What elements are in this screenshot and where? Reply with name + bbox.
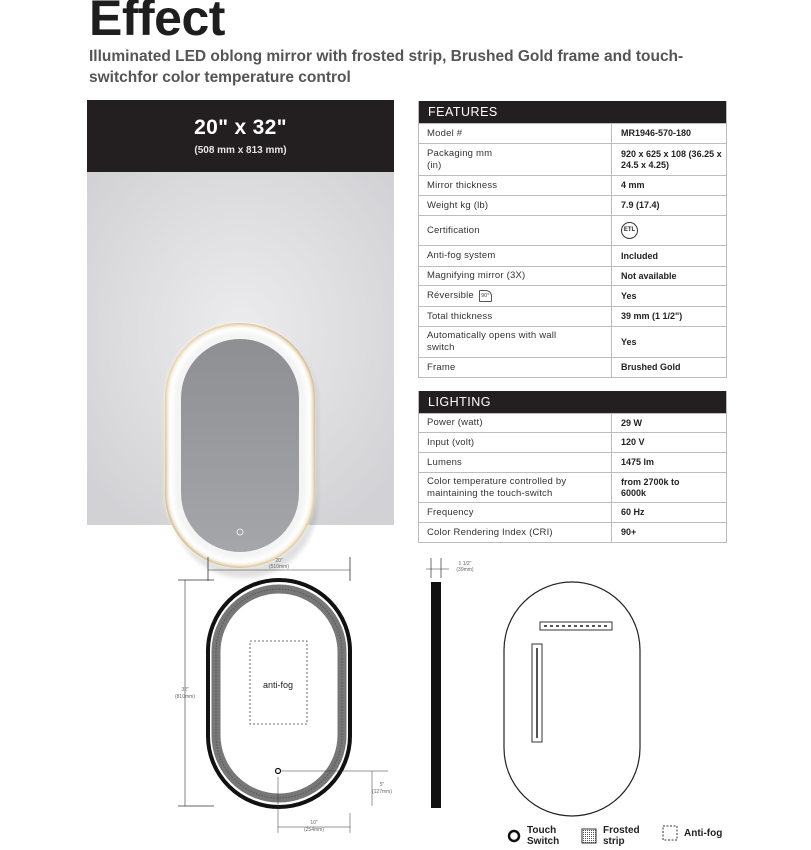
table-row: Color temperature controlled by maintaining the touch-switch from 2700k to 6000k [419,472,726,502]
switch-offset-metric: (127mm) [371,789,393,795]
features-table [418,101,727,378]
thickness-metric: (39mm) [456,567,474,573]
reversible-icon: 90° [479,290,492,302]
anti-fog-icon [662,825,678,841]
product-image [87,172,394,525]
thickness-label: 1 1/2" [458,561,472,567]
frosted-strip-icon [581,828,597,844]
table-row: Automatically opens with wall switch Yes [419,326,726,357]
width-metric-label: (510mm) [268,564,290,570]
table-row: Weight kg (lb) 7.9 (17.4) [419,195,726,215]
product-size-metric: (508 mm x 813 mm) [194,145,287,156]
table-row: Mirror thickness 4 mm [419,175,726,195]
etl-listed-icon: ETL [621,222,638,239]
table-row: Lumens 1475 lm [419,452,726,472]
switch-horizontal-metric: (254mm) [303,827,325,833]
product-panel [87,100,394,525]
anti-fog-label: anti-fog [262,680,294,690]
lighting-heading: LIGHTING [419,391,726,413]
switch-horizontal-label: 10" [310,820,318,826]
touch-switch-marker [276,769,281,774]
table-row: Input (volt) 120 V [419,432,726,452]
width-label: 20" [275,558,283,564]
table-row: Magnifying mirror (3X) Not available [419,266,726,285]
table-row: Frequency 60 Hz [419,502,726,522]
legend-frosted-strip: Frosted strip [581,825,647,847]
product-size-header [87,100,394,172]
back-view-drawing [500,580,645,820]
table-row: Frame Brushed Gold [419,357,726,377]
front-dimension-drawing [170,555,393,840]
page-title: Effect [89,0,225,46]
table-row: Réversible 90° Yes [419,285,726,306]
height-label: 32" [181,687,189,693]
height-metric-label: (810mm) [174,694,196,700]
table-row: Anti-fog system Included [419,245,726,266]
table-row: Certification ETL [419,215,726,245]
product-size-imperial: 20" x 32" [194,116,287,139]
table-row: Color Rendering Index (CRI) 90+ [419,522,726,542]
table-row: Power (watt) 29 W [419,413,726,432]
legend-touch-switch: Touch Switch [507,825,567,847]
frosted-strip-outline [216,589,342,798]
legend-anti-fog: Anti-fog [662,825,722,841]
switch-offset-label: 5" [379,782,385,788]
features-heading: FEATURES [419,101,726,123]
lighting-table [418,391,727,543]
table-row: Total thickness 39 mm (1 1/2") [419,306,726,326]
touch-switch-icon [507,829,521,843]
side-profile-bar [431,582,441,808]
table-row: Packaging mm (in) 920 x 625 x 108 (36.25 x 24.5 x 4.25) [419,143,726,175]
table-row: Model # MR1946-570-180 [419,123,726,143]
page-subtitle: Illuminated LED oblong mirror with frosted strip, Brushed Gold frame and touch-switchfor color temperature control [89,48,684,86]
side-profile-drawing [425,558,485,810]
